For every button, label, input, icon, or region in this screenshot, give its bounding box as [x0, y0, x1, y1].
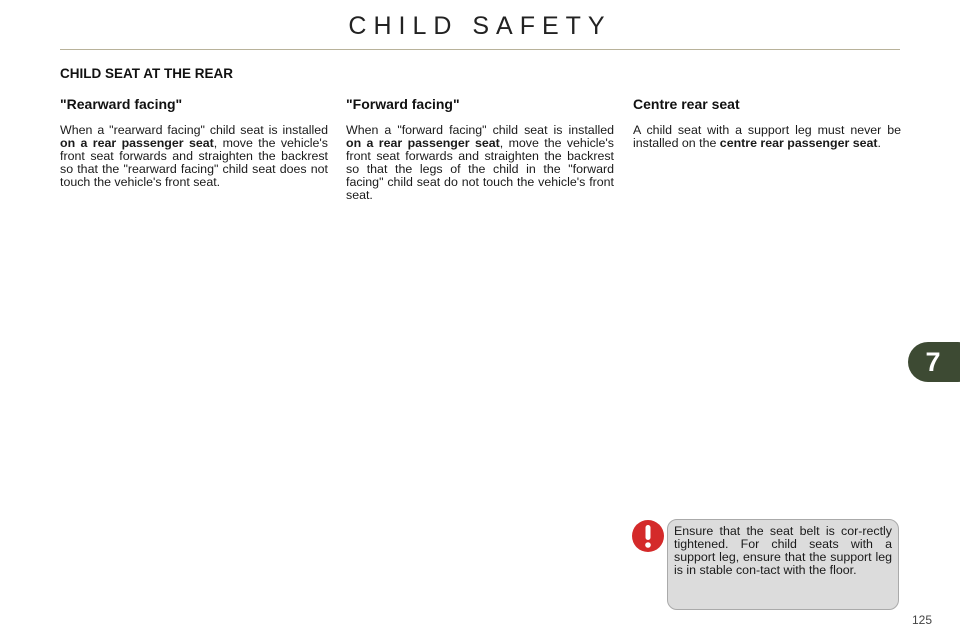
page-number: 125 [912, 613, 933, 627]
column-text [633, 124, 901, 150]
column-heading: Centre rear seat [633, 96, 740, 112]
text-emphasis: on a rear passenger seat [60, 136, 214, 150]
column-centre-rear-seat [633, 96, 901, 150]
column-text [60, 124, 328, 189]
page-title: CHILD SAFETY [348, 12, 612, 40]
text-emphasis: on a rear passenger seat [346, 136, 500, 150]
text-segment: When a "forward facing" child seat is installed [346, 123, 614, 137]
column-heading: "Rearward facing" [60, 96, 183, 112]
warning-box [667, 519, 899, 610]
text-segment: , move the vehicle's front seat forwards and straighten the backrest so that the "rearward facing" child seat does not touch the vehicle's front seat. [60, 136, 328, 189]
column-text [346, 124, 614, 202]
text-segment: When a "rearward facing" child seat is installed [60, 123, 328, 137]
column-forward-facing [346, 96, 614, 202]
title-divider [60, 49, 900, 50]
warning-text: Ensure that the seat belt is cor-rectly tightened. For child seats with a support leg, ensure that the support leg is in stable con-tact with the floor. [674, 524, 892, 577]
exclamation-icon [631, 519, 665, 553]
text-emphasis: centre rear passenger seat [719, 136, 878, 150]
section-heading: CHILD SEAT AT THE REAR [60, 66, 233, 81]
chapter-number: 7 [925, 347, 941, 377]
text-segment: , move the vehicle's front seat forwards and straighten the backrest so that the legs of the child in the "forward facing" child seat do not touch the vehicle's front seat. [346, 136, 614, 202]
text-segment: . [877, 136, 881, 150]
column-rearward-facing [60, 96, 328, 189]
column-heading: "Forward facing" [346, 96, 460, 112]
text-segment: A child seat with a support leg must never be installed on the [633, 123, 901, 150]
